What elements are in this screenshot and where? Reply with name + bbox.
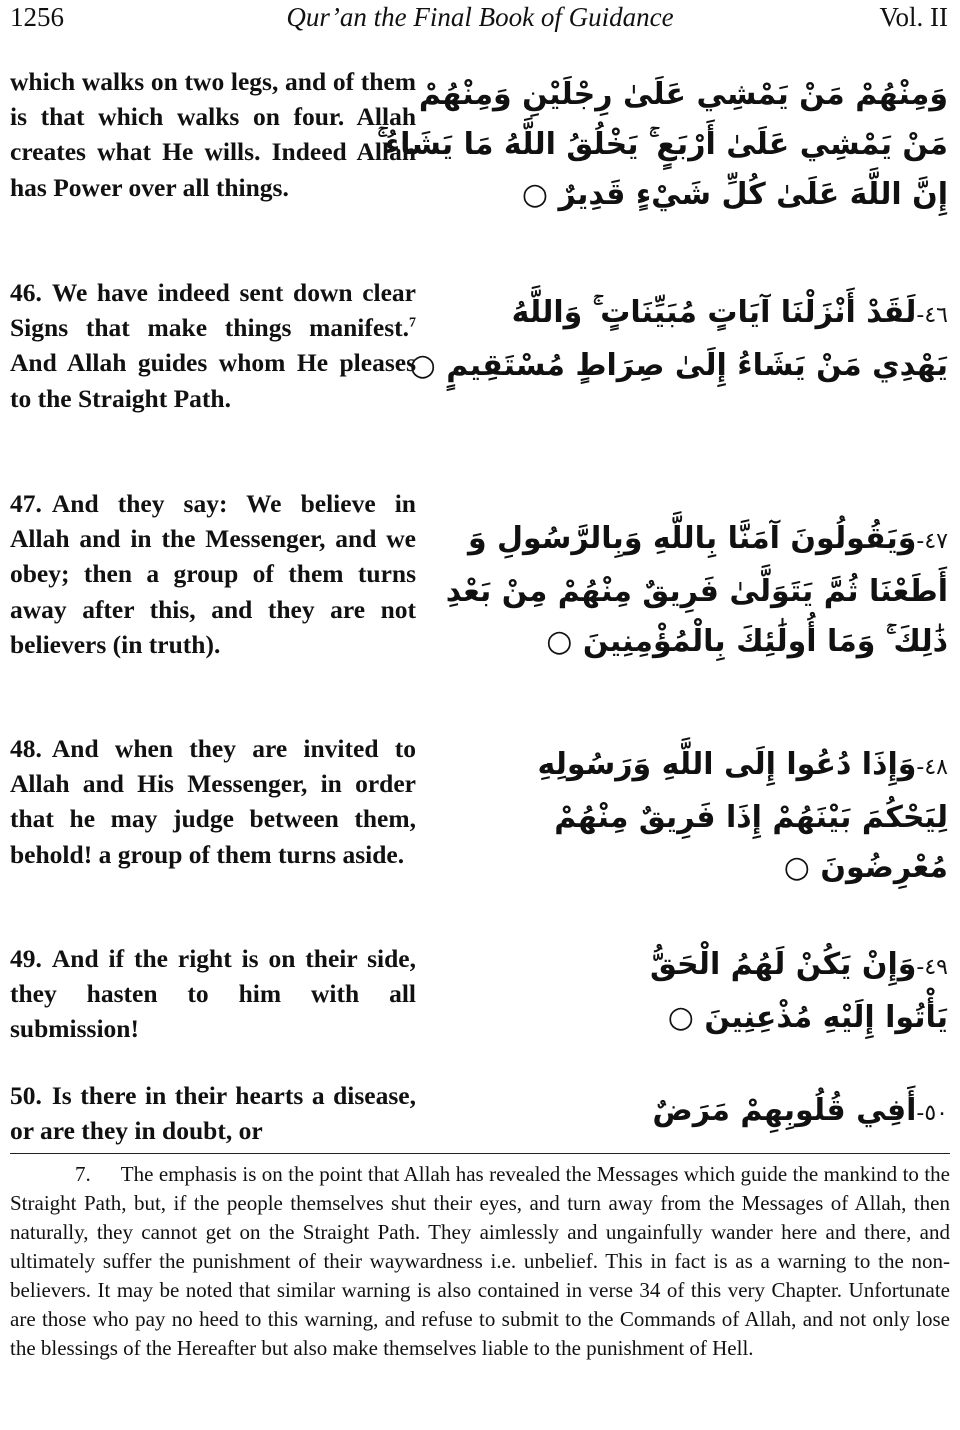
verse-47-arabic xyxy=(445,514,948,667)
verse-48-english xyxy=(10,731,416,872)
arabic-verse-number: ٤٦- xyxy=(916,303,948,328)
verse-46-arabic xyxy=(409,288,948,391)
arabic-line: ٤٦-لَقَدْ أَنْزَلْنَا آيَاتٍ مُبَيِّنَاتٍ ۚ وَاللَّهُ xyxy=(511,295,948,330)
volume-label: Vol. II xyxy=(879,2,948,32)
verse-number: 49. xyxy=(10,944,42,973)
verse-continuation-english xyxy=(10,64,416,205)
arabic-line: ٥٠-أَفِي قُلُوبِهِمْ مَرَضٌ xyxy=(652,1093,948,1128)
arabic-line: لِيَحْكُمَ بَيْنَهُمْ إِذَا فَرِيقٌ مِنْهُمْ xyxy=(554,800,948,835)
verse-text: And Allah guides whom He pleases to the Straight Path. xyxy=(10,348,416,413)
footnote xyxy=(10,1160,950,1363)
footnote-number: 7. xyxy=(75,1162,91,1186)
verse-46-english xyxy=(10,275,416,416)
verse-50-english xyxy=(10,1078,416,1148)
arabic-line: ٤٨-وَإِذَا دُعُوا إِلَى اللَّهِ وَرَسُولِهِ xyxy=(537,747,948,782)
verse-text: which walks on two legs, and of them is that which walks on four. Allah creates what He wills. Indeed Allah has Power over all things. xyxy=(10,67,416,202)
arabic-line: ذَٰلِكَ ۚ وَمَا أُولَٰئِكَ بِالْمُؤْمِنِينَ ○ xyxy=(546,624,948,659)
verse-48-arabic xyxy=(508,740,948,893)
arabic-line: يَأْتُوا إِلَيْهِ مُذْعِنِينَ ○ xyxy=(667,1000,948,1035)
footnote-divider xyxy=(10,1153,950,1154)
verse-number: 46. xyxy=(10,278,42,307)
verse-number: 47. xyxy=(10,489,42,518)
arabic-line: وَمِنْهُمْ مَنْ يَمْشِي عَلَىٰ رِجْلَيْنِ وَمِنْهُمْ xyxy=(418,77,948,112)
verse-number: 48. xyxy=(10,734,42,763)
book-title: Qur’an the Final Book of Guidance xyxy=(286,2,674,32)
verse-text: We have indeed sent down clear Signs that make things manifest. xyxy=(10,278,416,343)
page-number: 1256 xyxy=(10,2,64,32)
verse-49-arabic xyxy=(508,940,948,1043)
arabic-line: يَهْدِي مَنْ يَشَاءُ إِلَىٰ صِرَاطٍ مُسْتَقِيمٍ ○ xyxy=(409,348,948,383)
verse-text: Is there in their hearts a disease, or are they in doubt, or xyxy=(10,1081,416,1146)
verse-49-english xyxy=(10,941,416,1047)
footnote-text: The emphasis is on the point that Allah has revealed the Messages which guide the mankind to the Straight Path, but, if the people themselves shut their eyes, and turn away from the Messages of Allah, then naturally, they cannot get on the Straight Path. They aimlessly and ungainfully wander here and there, and ultimately suffer the punishment of their waywardness i.e. unbelief. This in fact is as a warning to the non-believers. It may be noted that similar warning is also contained in verse 34 of this very Chapter. Unfortunate are those who pay no heed to this warning, and refuse to submit to the Commands of Allah, and not only lose the blessings of the Hereafter but also make themselves liable to the punishment of Hell. xyxy=(10,1162,950,1360)
arabic-verse-number: ٥٠- xyxy=(916,1101,948,1126)
arabic-verse-number: ٤٩- xyxy=(916,955,948,980)
verse-text: And when they are invited to Allah and His Messenger, in order that he may judge between them, behold! a group of them turns aside. xyxy=(10,734,416,869)
arabic-line: ٤٩-وَإِنْ يَكُنْ لَهُمُ الْحَقُّ xyxy=(650,947,948,982)
arabic-line: إِنَّ اللَّهَ عَلَىٰ كُلِّ شَيْءٍ قَدِيرٌ ○ xyxy=(521,177,948,212)
arabic-verse-number: ٤٨- xyxy=(916,755,948,780)
verse-number: 50. xyxy=(10,1081,42,1110)
verse-47-english xyxy=(10,486,416,662)
verse-text: And if the right is on their side, they hasten to him with all submission! xyxy=(10,944,416,1044)
verse-50-arabic xyxy=(508,1086,948,1139)
verse-text: And they say: We believe in Allah and in the Messenger, and we obey; then a group of them turns away after this, and they are not believers (in truth). xyxy=(10,489,416,659)
arabic-line: مُعْرِضُونَ ○ xyxy=(783,850,948,885)
arabic-line: أَطَعْنَا ثُمَّ يَتَوَلَّىٰ فَرِيقٌ مِنْهُمْ مِنْ بَعْدِ xyxy=(445,574,948,609)
verse-continuation-arabic xyxy=(377,70,948,220)
footnote-reference[interactable]: 7 xyxy=(409,315,416,331)
page-header xyxy=(0,0,960,40)
arabic-verse-number: ٤٧- xyxy=(916,529,948,554)
arabic-line: ٤٧-وَيَقُولُونَ آمَنَّا بِاللَّهِ وَبِالرَّسُولِ وَ xyxy=(467,521,948,556)
arabic-line: مَنْ يَمْشِي عَلَىٰ أَرْبَعٍ ۚ يَخْلُقُ اللَّهُ مَا يَشَاءُ ۚ xyxy=(377,127,948,162)
